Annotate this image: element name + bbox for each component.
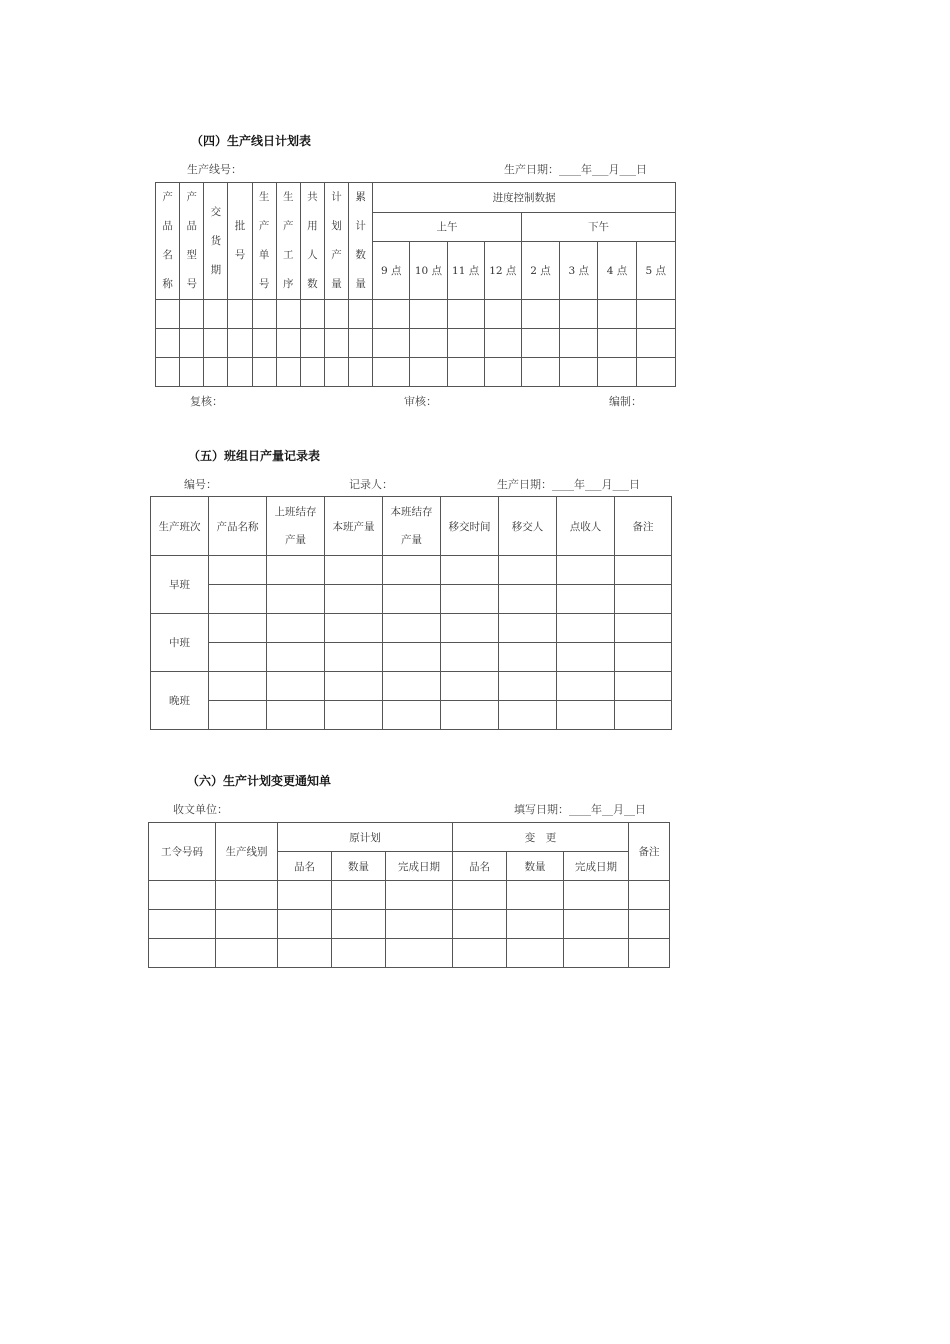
empty-cell (332, 881, 386, 910)
table-row (151, 556, 672, 585)
vertical-header-char: 单 (258, 249, 270, 261)
vertical-header-char: 数 (307, 278, 318, 290)
vertical-header-char: 生 (282, 191, 294, 203)
empty-cell (204, 300, 228, 329)
vertical-header-4 (252, 183, 276, 300)
remark-header: 备注 (629, 823, 670, 881)
vertical-header-char: 称 (162, 278, 173, 290)
output-table-header: 生产班次 (151, 497, 209, 556)
section5-title: （五）班组日产量记录表 (188, 449, 321, 463)
empty-cell (507, 910, 564, 939)
empty-cell (252, 329, 276, 358)
empty-cell (267, 556, 325, 585)
empty-cell (325, 556, 383, 585)
empty-cell (267, 614, 325, 643)
empty-cell (276, 329, 300, 358)
output-table-header: 备注 (615, 497, 672, 556)
empty-cell (267, 672, 325, 701)
empty-cell (156, 358, 180, 387)
original-sub-header: 数量 (332, 852, 386, 881)
empty-cell (636, 329, 675, 358)
empty-cell (564, 910, 629, 939)
vertical-header-1 (180, 183, 204, 300)
table-row (151, 701, 672, 730)
empty-cell (441, 672, 499, 701)
empty-cell (180, 358, 204, 387)
table-row (151, 614, 672, 643)
section6-receiver-label: 收文单位： (173, 803, 228, 816)
table-row (151, 643, 672, 672)
empty-cell (615, 614, 672, 643)
empty-cell (383, 585, 441, 614)
hour-header: 4 点 (598, 242, 636, 300)
vertical-header-char: 计 (331, 191, 342, 203)
empty-cell (209, 672, 267, 701)
vertical-header-char: 名 (162, 249, 173, 261)
empty-cell (386, 881, 453, 910)
empty-cell (484, 358, 521, 387)
empty-cell (615, 643, 672, 672)
team-daily-output-table (150, 496, 672, 730)
empty-cell (300, 358, 324, 387)
empty-cell (410, 358, 447, 387)
output-table-header (383, 497, 441, 556)
empty-cell (447, 300, 484, 329)
empty-cell (300, 300, 324, 329)
empty-cell (267, 643, 325, 672)
empty-cell (447, 358, 484, 387)
empty-cell (629, 881, 670, 910)
table-row (156, 358, 676, 387)
empty-cell (560, 300, 598, 329)
empty-cell (557, 672, 615, 701)
empty-cell (410, 329, 447, 358)
empty-cell (149, 939, 216, 968)
empty-cell (499, 614, 557, 643)
empty-cell (209, 556, 267, 585)
section5-recorder-label: 记录人： (349, 478, 393, 491)
vertical-header-5 (276, 183, 300, 300)
table-row (151, 672, 672, 701)
empty-cell (441, 701, 499, 730)
empty-cell (383, 556, 441, 585)
empty-cell (629, 939, 670, 968)
output-table-header: 产品名称 (209, 497, 267, 556)
change-sub-header: 品名 (453, 852, 507, 881)
empty-cell (383, 701, 441, 730)
empty-cell (332, 939, 386, 968)
empty-cell (499, 556, 557, 585)
change-sub-header: 数量 (507, 852, 564, 881)
empty-cell (228, 300, 252, 329)
empty-cell (499, 701, 557, 730)
change-header: 变 更 (453, 823, 629, 852)
empty-cell (324, 300, 348, 329)
audit-label: 审核： (404, 395, 437, 408)
vertical-header-char: 号 (234, 249, 246, 261)
hour-header: 11 点 (447, 242, 484, 300)
empty-cell (149, 910, 216, 939)
empty-cell (383, 614, 441, 643)
vertical-header-char: 产 (282, 220, 294, 232)
empty-cell (325, 643, 383, 672)
empty-cell (557, 556, 615, 585)
vertical-header-char: 人 (307, 249, 318, 261)
table-row (151, 585, 672, 614)
empty-cell (252, 300, 276, 329)
empty-cell (349, 329, 373, 358)
vertical-header-char: 工 (282, 249, 294, 261)
section6-title: （六）生产计划变更通知单 (187, 774, 332, 788)
empty-cell (383, 643, 441, 672)
morning-header: 上午 (373, 212, 522, 242)
empty-cell (615, 556, 672, 585)
empty-cell (453, 939, 507, 968)
section4-date-label: 生产日期：____年___月___日 (504, 163, 647, 176)
empty-cell (324, 329, 348, 358)
empty-cell (209, 643, 267, 672)
empty-cell (156, 329, 180, 358)
empty-cell (325, 701, 383, 730)
vertical-header-char: 产 (162, 191, 173, 203)
output-table-header: 移交时间 (441, 497, 499, 556)
vertical-header-char: 货 (210, 234, 222, 247)
empty-cell (615, 585, 672, 614)
empty-cell (324, 358, 348, 387)
empty-cell (453, 910, 507, 939)
empty-cell (615, 701, 672, 730)
vertical-header-8 (349, 183, 373, 300)
empty-cell (204, 358, 228, 387)
empty-cell (373, 329, 410, 358)
hour-header: 9 点 (373, 242, 410, 300)
empty-cell (216, 910, 278, 939)
empty-cell (325, 672, 383, 701)
empty-cell (499, 585, 557, 614)
vertical-header-char: 产 (186, 191, 197, 203)
vertical-header-char: 产 (331, 249, 342, 261)
empty-cell (267, 701, 325, 730)
section4-title: （四）生产线日计划表 (191, 134, 312, 148)
empty-cell (300, 329, 324, 358)
section5-number-label: 编号： (184, 478, 217, 491)
vertical-header-char: 品 (162, 220, 173, 232)
empty-cell (209, 701, 267, 730)
vertical-header-6 (300, 183, 324, 300)
shift-label: 晚班 (151, 672, 209, 730)
empty-cell (557, 643, 615, 672)
section4-line-label: 生产线号： (187, 163, 242, 176)
vertical-header-char: 号 (186, 278, 197, 290)
empty-cell (564, 939, 629, 968)
empty-cell (447, 329, 484, 358)
prepare-label: 编制： (609, 395, 642, 408)
vertical-header-char: 型 (186, 249, 197, 261)
production-line-daily-plan-table (155, 182, 676, 387)
empty-cell (180, 329, 204, 358)
afternoon-header: 下午 (521, 212, 675, 242)
vertical-header-char: 号 (258, 278, 270, 290)
empty-cell (373, 300, 410, 329)
output-table-header: 移交人 (499, 497, 557, 556)
empty-cell (441, 556, 499, 585)
production-line-header: 生产线别 (216, 823, 278, 881)
table-row (156, 329, 676, 358)
vertical-header-char: 品 (186, 220, 197, 232)
table-row (156, 300, 676, 329)
empty-cell (441, 643, 499, 672)
empty-cell (598, 358, 636, 387)
table-row (149, 910, 670, 939)
hour-header: 10 点 (410, 242, 447, 300)
section5-date-label: 生产日期：____年___月___日 (497, 478, 640, 491)
empty-cell (615, 672, 672, 701)
empty-cell (441, 585, 499, 614)
output-table-header: 本班产量 (325, 497, 383, 556)
empty-cell (267, 585, 325, 614)
vertical-header-char: 交 (210, 205, 222, 218)
vertical-header-char: 数 (355, 249, 366, 261)
empty-cell (386, 910, 453, 939)
vertical-header-char: 量 (331, 278, 342, 290)
output-table-header: 点收人 (557, 497, 615, 556)
empty-cell (557, 585, 615, 614)
empty-cell (349, 358, 373, 387)
header-line: 本班结存 (390, 506, 433, 518)
vertical-header-3 (228, 183, 252, 300)
empty-cell (521, 329, 559, 358)
empty-cell (278, 910, 332, 939)
header-line: 产量 (401, 534, 422, 546)
empty-cell (228, 358, 252, 387)
empty-cell (507, 881, 564, 910)
shift-label: 中班 (151, 614, 209, 672)
vertical-header-char: 产 (258, 220, 270, 232)
table-row (149, 881, 670, 910)
vertical-header-char: 累 (355, 191, 366, 203)
empty-cell (484, 300, 521, 329)
vertical-header-char: 共 (307, 191, 318, 203)
empty-cell (560, 358, 598, 387)
empty-cell (629, 910, 670, 939)
empty-cell (499, 643, 557, 672)
empty-cell (410, 300, 447, 329)
empty-cell (228, 329, 252, 358)
empty-cell (252, 358, 276, 387)
empty-cell (156, 300, 180, 329)
empty-cell (209, 585, 267, 614)
empty-cell (636, 300, 675, 329)
vertical-header-char: 量 (355, 278, 366, 290)
original-sub-header: 品名 (278, 852, 332, 881)
empty-cell (636, 358, 675, 387)
vertical-header-char: 序 (282, 278, 294, 290)
vertical-header-char: 用 (307, 220, 318, 232)
empty-cell (332, 910, 386, 939)
empty-cell (441, 614, 499, 643)
plan-change-notice-table (148, 822, 670, 968)
empty-cell (276, 300, 300, 329)
hour-header: 2 点 (521, 242, 559, 300)
empty-cell (216, 881, 278, 910)
empty-cell (325, 614, 383, 643)
progress-control-header: 进度控制数据 (373, 183, 676, 213)
empty-cell (557, 701, 615, 730)
vertical-header-0 (156, 183, 180, 300)
empty-cell (349, 300, 373, 329)
empty-cell (209, 614, 267, 643)
vertical-header-char: 划 (331, 220, 342, 232)
empty-cell (521, 300, 559, 329)
empty-cell (521, 358, 559, 387)
empty-cell (598, 329, 636, 358)
empty-cell (507, 939, 564, 968)
empty-cell (325, 585, 383, 614)
empty-cell (276, 358, 300, 387)
change-sub-header: 完成日期 (564, 852, 629, 881)
order-number-header: 工令号码 (149, 823, 216, 881)
empty-cell (180, 300, 204, 329)
section6-date-label: 填写日期：____年__月__日 (514, 803, 646, 816)
empty-cell (453, 881, 507, 910)
table-row (149, 939, 670, 968)
empty-cell (149, 881, 216, 910)
vertical-header-char: 批 (234, 220, 246, 232)
vertical-header-char: 计 (355, 220, 366, 232)
vertical-header-2 (204, 183, 228, 300)
empty-cell (278, 881, 332, 910)
empty-cell (564, 881, 629, 910)
empty-cell (598, 300, 636, 329)
hour-header: 3 点 (560, 242, 598, 300)
empty-cell (557, 614, 615, 643)
empty-cell (499, 672, 557, 701)
shift-label: 早班 (151, 556, 209, 614)
empty-cell (560, 329, 598, 358)
empty-cell (373, 358, 410, 387)
original-plan-header: 原计划 (278, 823, 453, 852)
empty-cell (204, 329, 228, 358)
empty-cell (386, 939, 453, 968)
output-table-header (267, 497, 325, 556)
vertical-header-7 (324, 183, 348, 300)
original-sub-header: 完成日期 (386, 852, 453, 881)
empty-cell (278, 939, 332, 968)
vertical-header-char: 生 (258, 191, 270, 203)
vertical-header-char: 期 (210, 263, 222, 276)
empty-cell (383, 672, 441, 701)
empty-cell (484, 329, 521, 358)
header-line: 产量 (285, 534, 306, 546)
review-label: 复核： (190, 395, 223, 408)
header-line: 上班结存 (274, 506, 317, 518)
hour-header: 5 点 (636, 242, 675, 300)
hour-header: 12 点 (484, 242, 521, 300)
empty-cell (216, 939, 278, 968)
